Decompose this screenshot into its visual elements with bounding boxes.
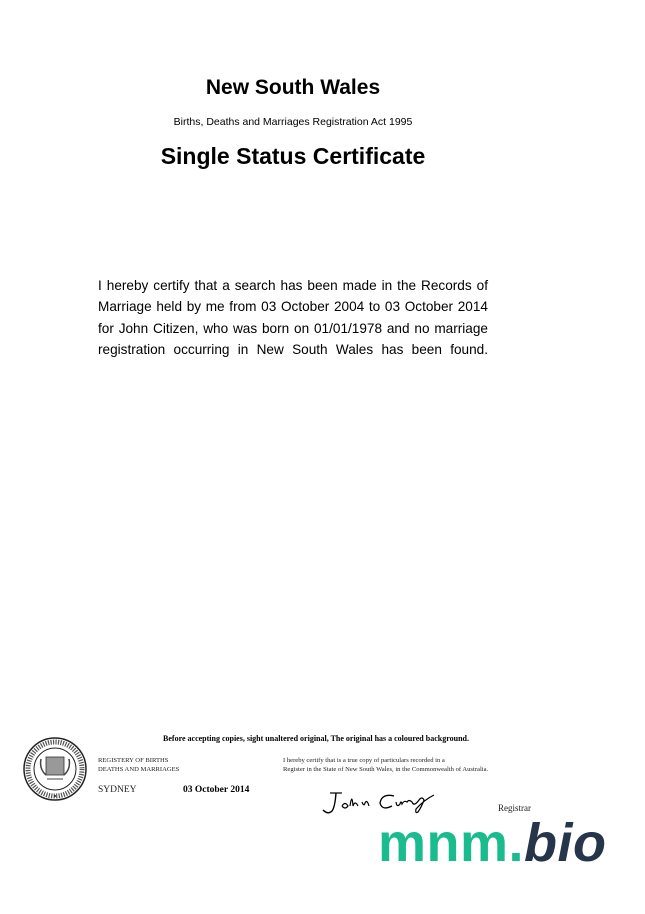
issue-date: 03 October 2014 [183, 785, 250, 795]
registry-line-2: DEATHS AND MARRIAGES [98, 766, 180, 773]
state-heading: New South Wales [205, 76, 381, 99]
certificate-title: Single Status Certificate [160, 143, 426, 169]
registry-seal-icon [23, 737, 87, 801]
registry-name [98, 756, 179, 774]
registrar-label: Registrar [498, 803, 531, 813]
certify-statement [283, 756, 488, 774]
watermark-part-1: mnm. [378, 813, 525, 873]
certify-line-1: I hereby certify that is a true copy of particulars recorded in a [283, 757, 445, 764]
act-subtitle: Births, Deaths and Marriages Registration Act 1995 [173, 116, 413, 128]
certify-line-2: Register in the State of New South Wales, in the Commonwealth of Australia. [283, 766, 489, 773]
registry-line-1: REGISTERY OF BIRTHS [98, 757, 169, 764]
authenticity-note: Before accepting copies, sight unaltered original, The original has a coloured background. [163, 734, 469, 743]
watermark-logo [378, 812, 607, 874]
certificate-body: I hereby certify that a search has been made in the Records of Marriage held by me from 03 October 2004 to 03 October 2014 for John Citizen, who was born on 01/01/1978 and no marriage registration occurring in New South Wales has been found. [98, 278, 488, 357]
issue-city: SYDNEY [98, 785, 137, 795]
watermark-part-2: bio [524, 813, 607, 873]
